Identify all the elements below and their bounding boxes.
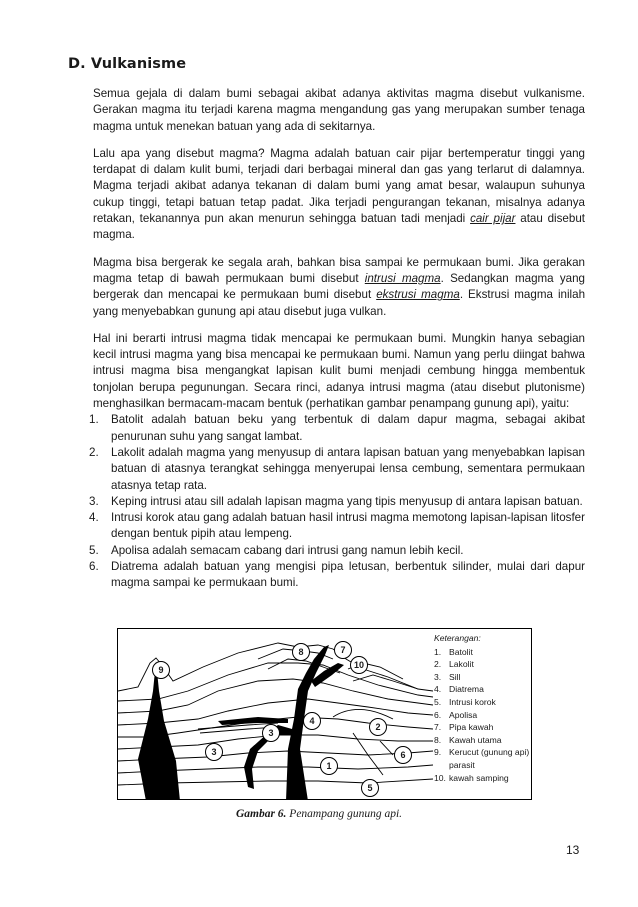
legend-number: 3. (434, 671, 442, 682)
parasitic-cone-conduit (138, 661, 180, 800)
list-item-text: Batolit adalah batuan beku yang terbentuk di dalam dapur magma, sebagai akibat penurunan suhu yang sangat lambat. (111, 413, 585, 443)
callout-10: 10 (350, 656, 368, 674)
paragraph-2 (93, 146, 585, 244)
figure-legend (434, 632, 532, 784)
list-item-number: 6. (89, 560, 99, 574)
list-item-number: 3. (89, 494, 99, 508)
legend-number: 7. (434, 722, 442, 733)
body-text (89, 86, 586, 592)
legend-title: Keterangan: (434, 633, 481, 643)
paragraph-4 (93, 331, 585, 412)
legend-text: Batolit (449, 646, 473, 657)
legend-text: Diatrema (449, 684, 484, 695)
callout-9: 9 (152, 661, 170, 679)
legend-item (434, 721, 532, 734)
list-item (89, 494, 585, 510)
paragraph-1 (93, 86, 585, 135)
legend-number: 4. (434, 684, 442, 695)
list-item (89, 543, 585, 559)
list-item-number: 5. (89, 543, 99, 557)
paragraph-3-mid: . Sedangkan magma yang bergerak dan mencapai ke permukaan bumi disebut (93, 271, 585, 302)
legend-number: 2. (434, 659, 442, 670)
legend-text: Lakolit (449, 659, 474, 670)
legend-number: 1. (434, 646, 442, 657)
paragraph-1-text: Semua gejala di dalam bumi sebagai akibat adanya aktivitas magma disebut vulkanisme. Gerakan magma itu terjadi karena magma mengandung gas yang merupakan sumber tenaga magma untuk menekan batuan yang ada di sekitarnya. (93, 87, 585, 133)
paragraph-3-text: Magma bisa bergerak ke segala arah, bahkan bisa sampai ke permukaan bumi. Jika gerakan magma tetap di bawah permukaan bumi disebut (93, 255, 585, 285)
callout-3: 3 (262, 724, 280, 742)
list-item-text: Apolisa adalah semacam cabang dari intrusi gang namun lebih kecil. (111, 543, 464, 557)
volcano-cross-section-figure (117, 628, 532, 800)
list-item (89, 445, 585, 494)
callout-2: 2 (369, 718, 387, 736)
legend-item (434, 658, 532, 671)
paragraph-2-tail: atau disebut magma. (93, 212, 585, 242)
callout-7: 7 (334, 641, 352, 659)
caption-text: Penampang gunung api. (286, 808, 403, 820)
legend-number: 6. (434, 709, 442, 720)
legend-number: 5. (434, 696, 442, 707)
list-item-text: Lakolit adalah magma yang menyusup di antara lapisan batuan yang menyebabkan lapisan batuan di atasnya terangkat sehingga menyerupai lensa cembung, sementara permukaan atasnya tetap rata. (111, 445, 585, 492)
legend-number: 9. (434, 747, 442, 758)
figure-caption (0, 808, 638, 820)
term-intrusi-magma: intrusi magma (364, 271, 441, 285)
legend-text: Sill (449, 671, 461, 682)
list-item-text: Keping intrusi atau sill adalah lapisan magma yang tipis menyusup di antara lapisan batuan. (111, 494, 583, 508)
list-item (89, 412, 585, 445)
legend-text: Kerucut (gunung api) parasit (449, 747, 530, 770)
legend-number: 10. (434, 772, 446, 783)
legend-item (434, 683, 532, 696)
term-cair-pijar: cair pijar (470, 212, 516, 226)
list-item (89, 510, 585, 543)
legend-text: Intrusi korok (449, 696, 496, 707)
page-number: 13 (566, 843, 580, 857)
laccolith-outline (333, 709, 393, 719)
paragraph-2-text: Lalu apa yang disebut magma? Magma adalah batuan cair pijar bertemperatur tinggi yang terdapat di dalam kulit bumi, terjadi dari berbagai mineral dan gas yang terlarut di dalamnya. Magma terjadi akibat adanya tekanan di dalam bumi yang amat besar, walaupun suhunya cukup tinggi, tetapi batuan tetap padat. Jika terjadi pengurangan tekanan, misalnya adanya retakan, tekanannya pun akan menurun sehingga batuan tadi menjadi (93, 146, 585, 226)
paragraph-3-tail: . Ekstrusi magma inilah yang menyebabkan gunung api atau disebut juga vulkan. (93, 288, 586, 318)
legend-text: kawah samping (449, 772, 509, 783)
caption-label: Gambar 6. (235, 808, 287, 820)
paragraph-4-text: Hal ini berarti intrusi magma tidak mencapai ke permukaan bumi. Mungkin hanya sebagian kecil intrusi magma yang bisa mencapai ke permukaan bumi. Namun yang perlu diingat bahwa intrusi magma bisa mengangkat lapisan kulit bumi menjadi cembung hingga membentuk tonjolan berupa pegunungan. Secara rinci, adanya intrusi magma (atau disebut plutonisme) menghasilkan bermacam-macam bentuk (perhatikan gambar penampang gunung api), yaitu: (93, 331, 585, 411)
paragraph-3 (93, 255, 585, 320)
callout-5: 5 (361, 779, 379, 797)
dike-line (380, 741, 393, 755)
list-item (89, 559, 585, 592)
legend-text: Pipa kawah (449, 722, 494, 733)
sill-branch (218, 717, 288, 725)
legend-item (434, 734, 532, 747)
callout-3b: 3 (205, 743, 223, 761)
callout-4: 4 (303, 712, 321, 730)
legend-text: Apolisa (449, 709, 478, 720)
term-ekstrusi-magma: ekstrusi magma (376, 288, 460, 302)
callout-8: 8 (292, 643, 310, 661)
rock-layer (118, 679, 433, 713)
legend-number: 8. (434, 734, 442, 745)
legend-item (434, 746, 532, 771)
list-item-number: 1. (89, 413, 99, 427)
callout-1: 1 (320, 757, 338, 775)
legend-item (434, 696, 532, 709)
section-heading: D. Vulkanisme (68, 56, 187, 72)
legend-item (434, 772, 532, 785)
list-item-text: Intrusi korok atau gang adalah batuan hasil intrusi magma memotong lapisan-lapisan litosfer dengan bentuk pipih atau lempeng. (111, 511, 585, 541)
legend-item (434, 709, 532, 722)
list-item-number: 4. (89, 511, 99, 525)
list-item-number: 2. (89, 445, 99, 459)
list-item-text: Diatrema adalah batuan yang mengisi pipa letusan, berbentuk silinder, mulai dari dapur magma sampai ke permukaan bumi. (111, 560, 585, 590)
legend-item (434, 671, 532, 684)
legend-item (434, 646, 532, 659)
intrusion-list (89, 412, 585, 591)
callout-6: 6 (394, 746, 412, 764)
legend-text: Kawah utama (449, 734, 502, 745)
